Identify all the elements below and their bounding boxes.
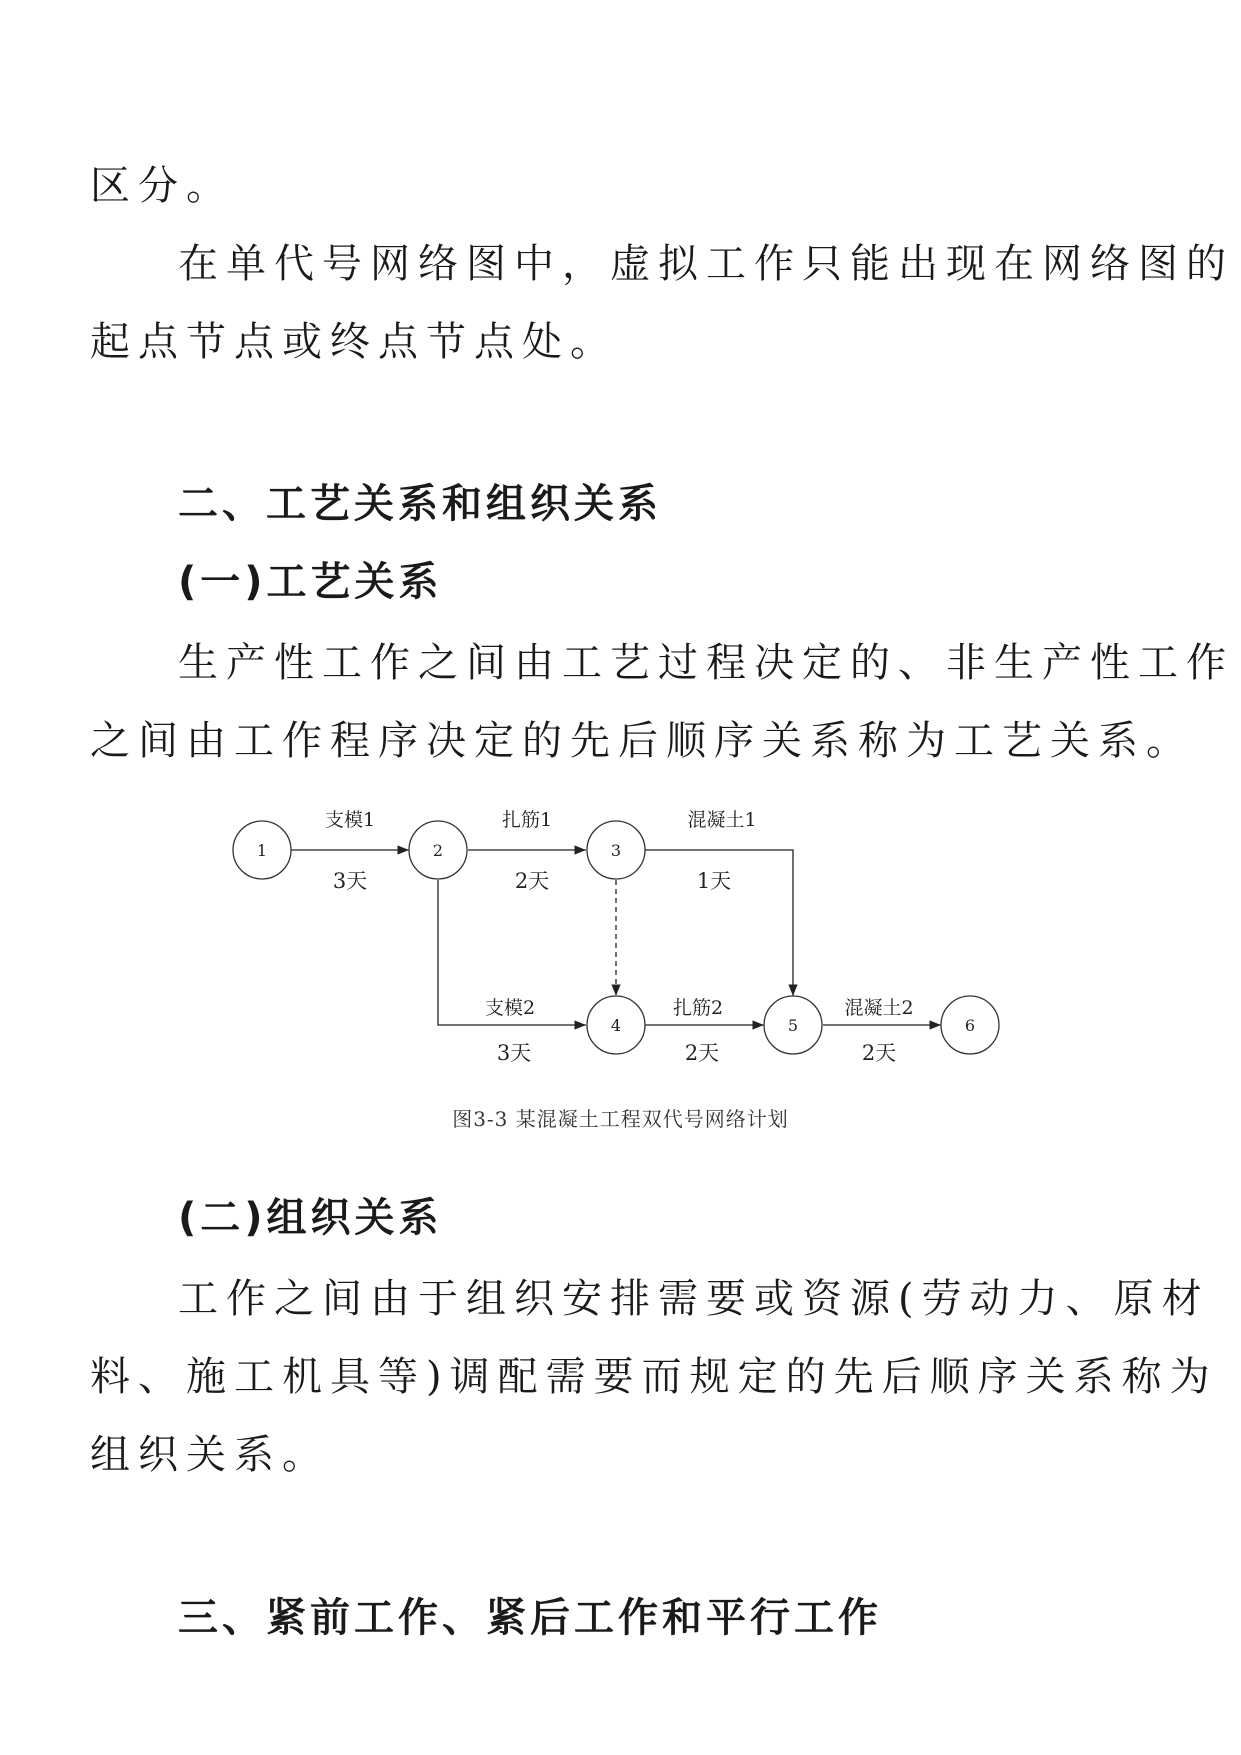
activity-duration: 3天 xyxy=(332,869,368,893)
activity-duration: 1天 xyxy=(696,869,732,893)
node-label: 1 xyxy=(256,841,268,860)
activity-name: 扎筋1 xyxy=(501,809,553,831)
activity-name: 混凝土1 xyxy=(687,809,757,831)
node-5 xyxy=(764,996,822,1054)
activity-duration: 2天 xyxy=(514,869,550,893)
paragraph-line: 之间由工作程序决定的先后顺序关系称为工艺关系。 xyxy=(90,718,1194,764)
node-label: 4 xyxy=(610,1016,622,1035)
node-6 xyxy=(941,996,999,1054)
activity-name: 扎筋2 xyxy=(672,997,724,1019)
node-3 xyxy=(587,821,645,879)
subsection-heading: (一)工艺关系 xyxy=(178,559,443,605)
paragraph-line: 在单代号网络图中，虚拟工作只能出现在网络图的 xyxy=(178,241,1234,287)
node-label: 2 xyxy=(432,841,444,860)
activity-duration: 3天 xyxy=(496,1041,532,1065)
paragraph-continuation: 区分。 xyxy=(90,163,234,209)
activity-name: 混凝土2 xyxy=(844,997,914,1019)
subsection-heading: (二)组织关系 xyxy=(178,1195,443,1241)
figure-caption: 图3-3 某混凝土工程双代号网络计划 xyxy=(452,1107,789,1131)
activity-name: 支模1 xyxy=(324,809,376,831)
section-heading: 二、工艺关系和组织关系 xyxy=(178,481,662,527)
paragraph-line: 起点节点或终点节点处。 xyxy=(90,319,618,365)
node-2 xyxy=(409,821,467,879)
activity-name: 支模2 xyxy=(484,997,536,1019)
node-label: 3 xyxy=(610,841,622,860)
activity-duration: 2天 xyxy=(684,1041,720,1065)
paragraph-line: 组织关系。 xyxy=(90,1432,330,1478)
section-heading: 三、紧前工作、紧后工作和平行工作 xyxy=(178,1595,882,1641)
paragraph-line: 工作之间由于组织安排需要或资源(劳动力、原材 xyxy=(178,1276,1210,1322)
node-4 xyxy=(587,996,645,1054)
paragraph-line: 生产性工作之间由工艺过程决定的、非生产性工作 xyxy=(178,640,1234,686)
node-1 xyxy=(233,821,291,879)
activity-duration: 2天 xyxy=(861,1041,897,1065)
node-label: 6 xyxy=(964,1016,976,1035)
paragraph-line: 料、施工机具等)调配需要而规定的先后顺序关系称为 xyxy=(90,1354,1218,1400)
node-label: 5 xyxy=(787,1016,799,1035)
